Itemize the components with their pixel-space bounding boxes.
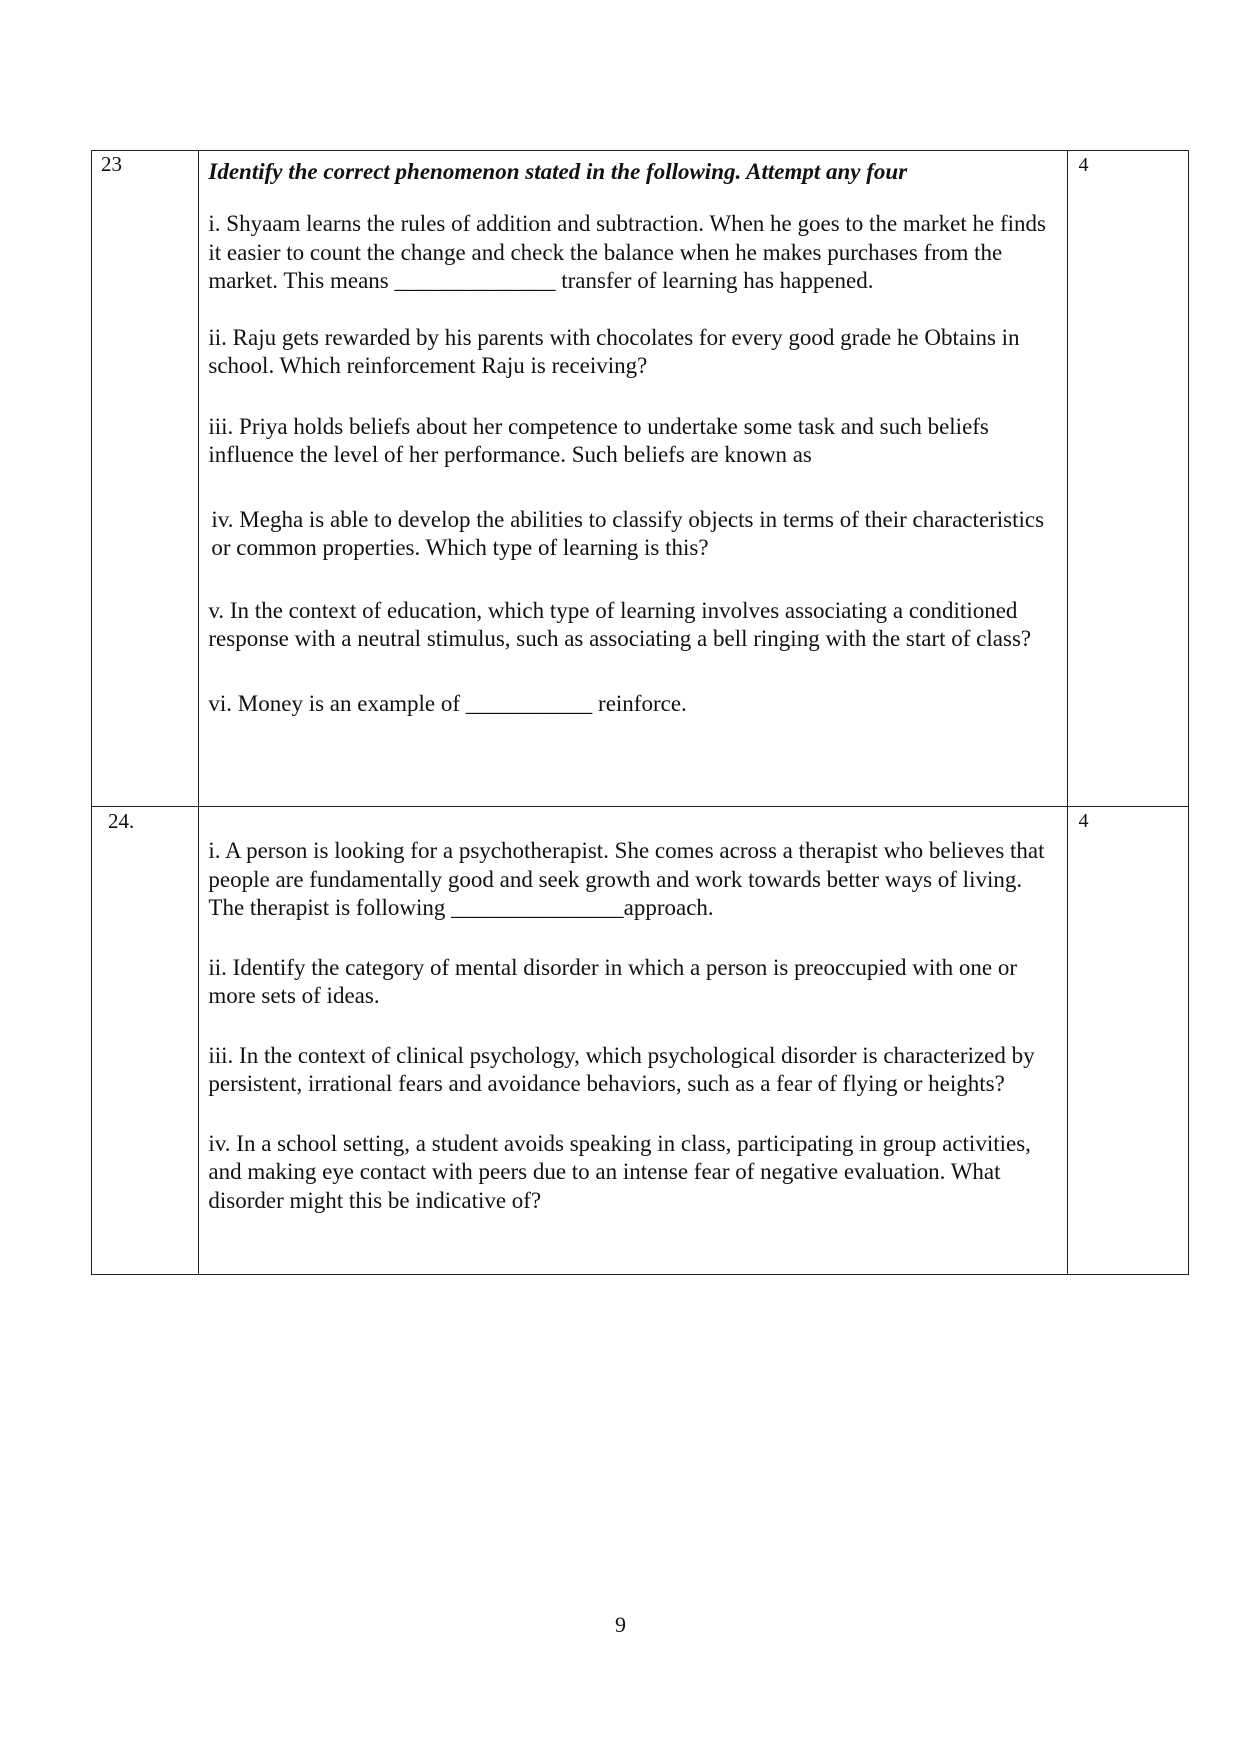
question-item: iii. In the context of clinical psychology, which psychological disorder is characterized by persistent, irrational fears and avoidance behaviors, such as a fear of flying or heights?	[208, 1042, 1035, 1096]
question-body-cell	[199, 151, 1067, 807]
question-item: iv. In a school setting, a student avoids speaking in class, participating in group activities, and making eye contact with peers due to an intense fear of negative evaluation. What disorder might this be indicative of?	[208, 1130, 1031, 1213]
question-item: iii. Priya holds beliefs about her competence to undertake some task and such beliefs influence the level of her performance. Such beliefs are known as	[208, 413, 989, 467]
questions-table	[91, 150, 1189, 1275]
question-marks: 4	[1078, 810, 1089, 832]
question-item: iv. Megha is able to develop the abilities to classify objects in terms of their characteristics or common properties. Which type of learning is this?	[211, 506, 1045, 560]
page-number: 9	[615, 1612, 626, 1637]
question-item: ii. Identify the category of mental disorder in which a person is preoccupied with one or more sets of ideas.	[208, 954, 1017, 1008]
question-item: vi. Money is an example of ___________ reinforce.	[208, 690, 687, 716]
question-row-23	[92, 151, 1189, 807]
question-number-cell	[92, 151, 199, 807]
question-item: ii. Raju gets rewarded by his parents with chocolates for every good grade he Obtains in school. Which reinforcement Raju is receiving?	[208, 324, 1020, 378]
question-item: i. Shyaam learns the rules of addition and subtraction. When he goes to the market he finds it easier to count the change and check the balance when he makes purchases from the market. This means ______________ transfer of learning has happened.	[208, 211, 1046, 293]
question-number: 24.	[108, 809, 135, 833]
question-heading: Identify the correct phenomenon stated in the following. Attempt any four	[208, 159, 908, 184]
question-row-24	[92, 807, 1189, 1275]
question-number-cell	[92, 807, 199, 1275]
question-item: i. A person is looking for a psychotherapist. She comes across a therapist who believes that people are fundamentally good and seek growth and work towards better ways of living. The therapist is following _______________approach.	[208, 838, 1045, 920]
question-body-cell	[199, 807, 1067, 1275]
question-number: 23	[101, 152, 122, 176]
marks-cell	[1067, 807, 1188, 1275]
question-item: v. In the context of education, which type of learning involves associating a conditioned response with a neutral stimulus, such as associating a bell ringing with the start of class?	[208, 597, 1032, 651]
marks-cell	[1067, 151, 1188, 807]
question-marks: 4	[1078, 154, 1089, 176]
